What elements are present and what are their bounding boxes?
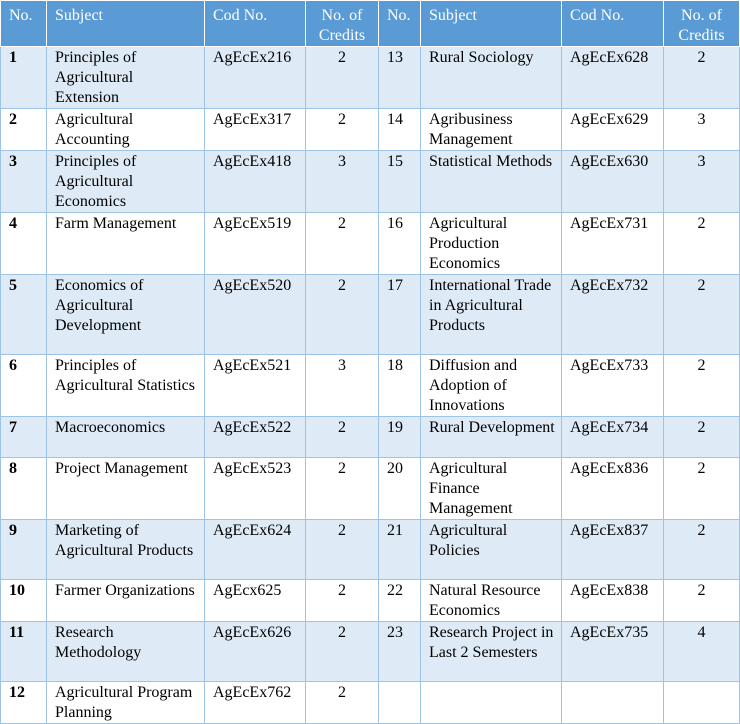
row-credits: 2 (306, 458, 379, 520)
row-code: AgEcEx624 (205, 520, 306, 580)
row-no-right: 18 (379, 355, 421, 417)
row-subject: Principles of Agricultural Extension (47, 47, 205, 109)
row-credits: 3 (306, 355, 379, 417)
row-credits-right: 2 (664, 275, 740, 355)
row-subject: Marketing of Agricultural Products (47, 520, 205, 580)
table-body (1, 47, 740, 724)
row-no-right: 13 (379, 47, 421, 109)
row-no: 10 (1, 580, 47, 622)
row-credits: 2 (306, 580, 379, 622)
header-credits-right: No. of Credits (664, 1, 740, 47)
row-code-right: AgEcEx630 (562, 151, 664, 213)
header-credits: No. of Credits (306, 1, 379, 47)
row-code: AgEcEx216 (205, 47, 306, 109)
row-code-right: AgEcEx731 (562, 213, 664, 275)
row-credits-right: 3 (664, 109, 740, 151)
row-credits: 2 (306, 47, 379, 109)
row-subject-right: Agricultural Policies (421, 520, 562, 580)
row-credits-right: 4 (664, 622, 740, 682)
row-subject-right: Natural Resource Economics (421, 580, 562, 622)
row-subject-right: Rural Sociology (421, 47, 562, 109)
row-code-right: AgEcEx628 (562, 47, 664, 109)
table-row (1, 355, 740, 417)
row-code-right: AgEcEx732 (562, 275, 664, 355)
row-subject-right: Rural Development (421, 417, 562, 458)
table-row (1, 47, 740, 109)
row-subject-right: Research Project in Last 2 Semesters (421, 622, 562, 682)
row-no: 1 (1, 47, 47, 109)
row-no: 12 (1, 682, 47, 724)
row-credits-right: 2 (664, 417, 740, 458)
table-row (1, 151, 740, 213)
row-subject: Macroeconomics (47, 417, 205, 458)
row-no: 11 (1, 622, 47, 682)
row-no-right: 20 (379, 458, 421, 520)
table-row (1, 417, 740, 458)
row-subject: Research Methodology (47, 622, 205, 682)
row-credits-right: 2 (664, 47, 740, 109)
row-no: 5 (1, 275, 47, 355)
row-credits-right (664, 682, 740, 724)
row-credits: 2 (306, 417, 379, 458)
table-row (1, 275, 740, 355)
row-code: AgEcEx626 (205, 622, 306, 682)
header-subject: Subject (47, 1, 205, 47)
header-no: No. (1, 1, 47, 47)
row-credits: 2 (306, 275, 379, 355)
header-code: Cod No. (205, 1, 306, 47)
row-no-right: 16 (379, 213, 421, 275)
row-code: AgEcEx317 (205, 109, 306, 151)
row-code: AgEcEx762 (205, 682, 306, 724)
row-code: AgEcx625 (205, 580, 306, 622)
row-subject-right (421, 682, 562, 724)
row-no-right: 23 (379, 622, 421, 682)
row-credits: 2 (306, 109, 379, 151)
header-code-right: Cod No. (562, 1, 664, 47)
row-subject: Agricultural Program Planning (47, 682, 205, 724)
row-subject: Principles of Agricultural Statistics (47, 355, 205, 417)
row-code: AgEcEx418 (205, 151, 306, 213)
row-code-right: AgEcEx735 (562, 622, 664, 682)
row-no-right: 21 (379, 520, 421, 580)
row-subject: Project Management (47, 458, 205, 520)
table-row (1, 520, 740, 580)
row-subject: Farmer Organizations (47, 580, 205, 622)
row-code-right: AgEcEx838 (562, 580, 664, 622)
row-credits-right: 2 (664, 580, 740, 622)
row-code: AgEcEx523 (205, 458, 306, 520)
table-header (1, 1, 740, 47)
row-no: 3 (1, 151, 47, 213)
row-code-right: AgEcEx629 (562, 109, 664, 151)
row-no: 8 (1, 458, 47, 520)
table-row (1, 213, 740, 275)
row-subject-right: Statistical Methods (421, 151, 562, 213)
row-subject-right: Agricultural Finance Management (421, 458, 562, 520)
row-credits: 2 (306, 622, 379, 682)
row-credits-right: 2 (664, 213, 740, 275)
row-no-right: 14 (379, 109, 421, 151)
row-no-right (379, 682, 421, 724)
row-subject-right: Agribusiness Management (421, 109, 562, 151)
row-no: 2 (1, 109, 47, 151)
row-credits: 2 (306, 682, 379, 724)
row-code-right: AgEcEx734 (562, 417, 664, 458)
row-no-right: 15 (379, 151, 421, 213)
table-row (1, 458, 740, 520)
row-no: 7 (1, 417, 47, 458)
row-code: AgEcEx521 (205, 355, 306, 417)
row-subject: Principles of Agricultural Economics (47, 151, 205, 213)
row-subject: Economics of Agricultural Development (47, 275, 205, 355)
row-code-right: AgEcEx837 (562, 520, 664, 580)
row-no-right: 19 (379, 417, 421, 458)
row-code-right (562, 682, 664, 724)
row-code: AgEcEx522 (205, 417, 306, 458)
row-no: 4 (1, 213, 47, 275)
table-row (1, 109, 740, 151)
row-no-right: 17 (379, 275, 421, 355)
row-credits: 2 (306, 213, 379, 275)
row-no: 9 (1, 520, 47, 580)
row-credits: 2 (306, 520, 379, 580)
row-no-right: 22 (379, 580, 421, 622)
header-no-right: No. (379, 1, 421, 47)
header-subject-right: Subject (421, 1, 562, 47)
row-credits-right: 2 (664, 355, 740, 417)
row-subject-right: Agricultural Production Economics (421, 213, 562, 275)
row-no: 6 (1, 355, 47, 417)
row-code-right: AgEcEx836 (562, 458, 664, 520)
table-row (1, 622, 740, 682)
row-code: AgEcEx519 (205, 213, 306, 275)
row-code: AgEcEx520 (205, 275, 306, 355)
row-subject: Agricultural Accounting (47, 109, 205, 151)
row-credits: 3 (306, 151, 379, 213)
row-subject-right: International Trade in Agricultural Products (421, 275, 562, 355)
header-row (1, 1, 740, 47)
row-subject-right: Diffusion and Adoption of Innovations (421, 355, 562, 417)
row-credits-right: 3 (664, 151, 740, 213)
row-code-right: AgEcEx733 (562, 355, 664, 417)
table-row (1, 682, 740, 724)
row-credits-right: 2 (664, 458, 740, 520)
table-row (1, 580, 740, 622)
row-subject: Farm Management (47, 213, 205, 275)
row-credits-right: 2 (664, 520, 740, 580)
